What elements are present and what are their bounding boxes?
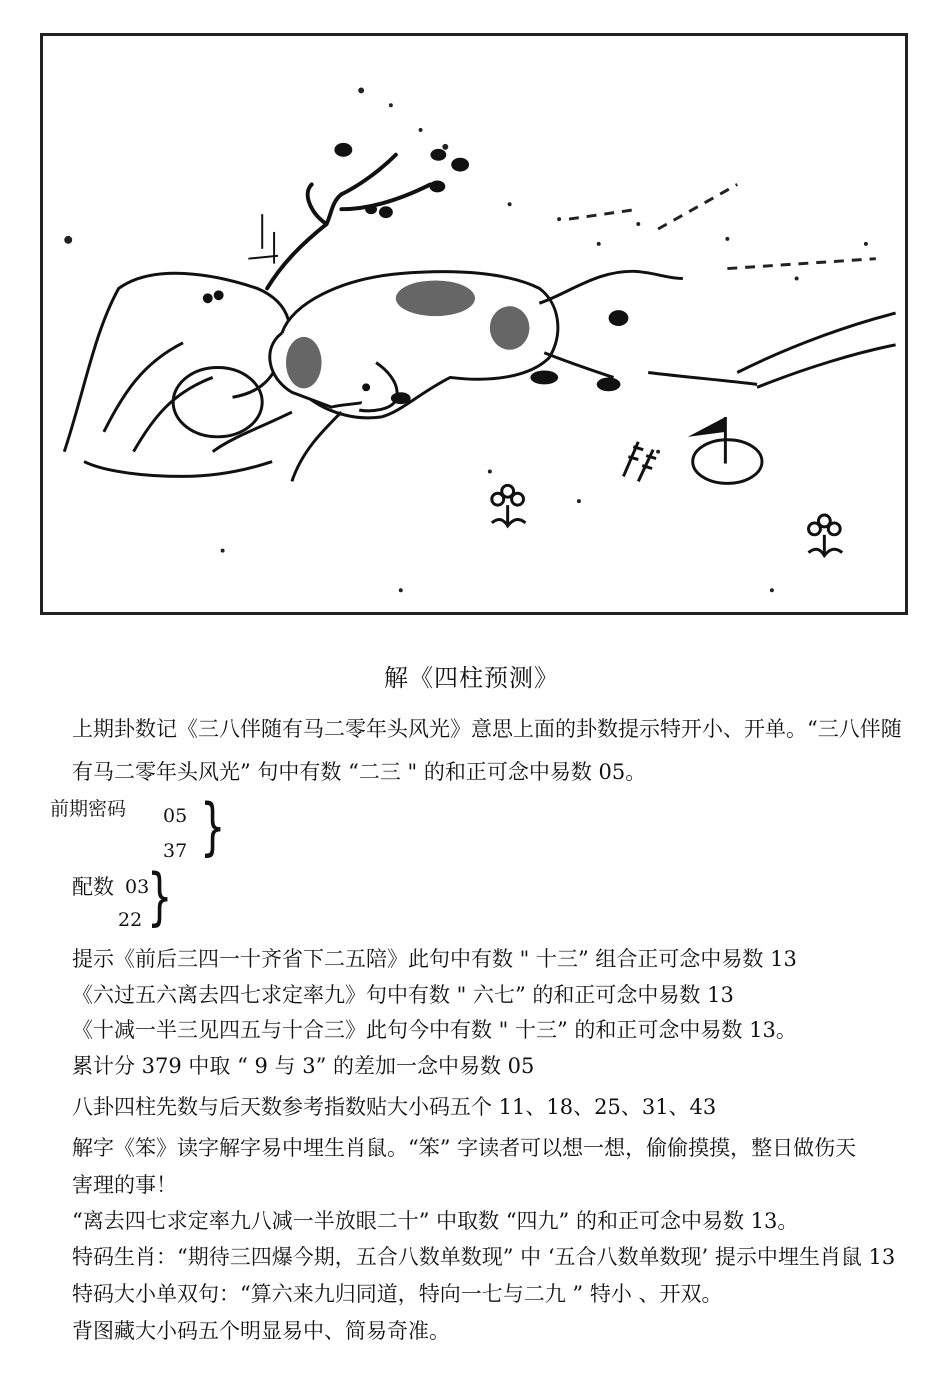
- text-line: 提示《前后三四一十齐省下二五陪》此句中有数 " 十三” 组合正可念中易数 13: [72, 947, 797, 971]
- brace-icon: }: [147, 862, 173, 934]
- brace-icon: }: [200, 792, 226, 864]
- paired-number-value: 22: [118, 909, 143, 931]
- text-line: 背图藏大小码五个明显易中、简易奇准。: [72, 1319, 450, 1343]
- rock-icon: [64, 273, 290, 476]
- paired-number-value: 03: [125, 876, 150, 898]
- rat-illustration: [43, 36, 905, 612]
- text-line: 《六过五六离去四七求定率九》句中有数 " 六七” 的和正可念中易数 13: [72, 983, 734, 1007]
- text-line: 八卦四柱先数与后天数参考指数贴大小码五个 11、18、25、31、43: [72, 1095, 717, 1119]
- text-line: 特码生肖：“期待三四爆今期，五合八数单数现” 中 ‘五合八数单数现’ 提示中埋生肖鼠 13: [72, 1245, 896, 1269]
- paired-numbers-label: 配数: [72, 875, 114, 899]
- paragraph-line: 上期卦数记《三八伴随有马二零年头风光》意思上面的卦数提示特开小、开单。“三八伴随: [72, 717, 902, 741]
- illustration-frame: [40, 33, 908, 615]
- flag-icon: [693, 417, 762, 483]
- previous-code-value: 37: [163, 840, 188, 862]
- tree-branch: [267, 155, 430, 289]
- text-line: 《十减一半三见四五与十合三》此句今中有数 " 十三” 的和正可念中易数 13。: [72, 1018, 797, 1042]
- text-line: 害理的事！: [72, 1173, 177, 1197]
- flower-icon: [492, 485, 842, 555]
- text-line: 累计分 379 中取 “ 9 与 3” 的差加一念中易数 05: [72, 1054, 535, 1078]
- text-line: 特码大小单双句：“算六来九归同道，特向一七与二九 ” 特小 、开双。: [72, 1282, 723, 1306]
- wheat-icon: [623, 442, 656, 482]
- previous-code-value: 05: [163, 805, 188, 827]
- paragraph-line: 有马二零年头风光” 句中有数 “二三 " 的和正可念中易数 05。: [72, 760, 647, 784]
- text-line: “离去四七求定率九八减一半放眼二十” 中取数 “四九” 的和正可念中易数 13。: [72, 1209, 799, 1233]
- text-line: 解字《笨》读字解字易中埋生肖鼠。“笨” 字读者可以想一想，偷偷摸摸，整日做伤天: [72, 1136, 857, 1160]
- previous-codes-label: 前期密码: [50, 798, 127, 820]
- page-title: 解《四柱预测》: [384, 664, 559, 692]
